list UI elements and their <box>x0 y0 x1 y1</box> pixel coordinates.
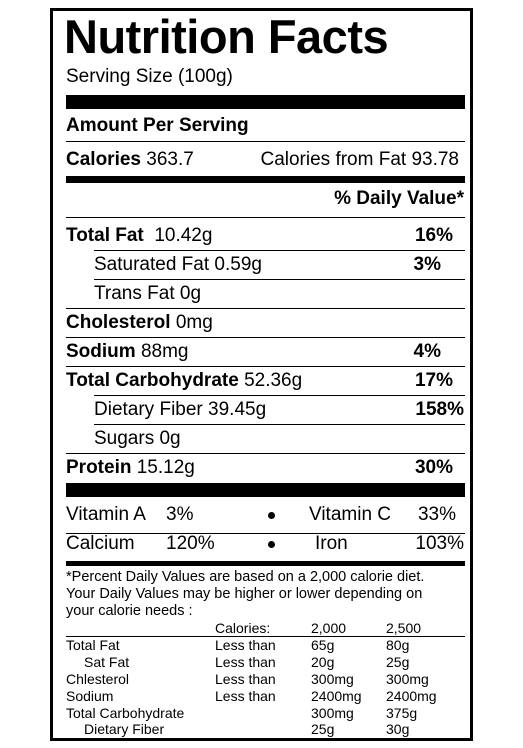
nutrient-dv: 3% <box>413 254 441 275</box>
footnote-row-label: Total Carbohydrate <box>66 705 185 721</box>
iron-label: Iron <box>315 533 348 554</box>
vitamin-a-label: Vitamin A <box>66 504 146 525</box>
footnote-row-2000: 20g <box>311 654 335 670</box>
nutrient-label: Cholesterol <box>66 312 171 333</box>
footnote-line: Your Daily Values may be higher or lower depending on <box>66 586 423 602</box>
medium-divider <box>66 176 465 183</box>
nutrient-row-protein <box>66 453 465 482</box>
nutrient-label: Total Carbohydrate <box>66 370 239 391</box>
nutrient-label: Sodium <box>66 341 136 362</box>
daily-value-header: % Daily Value* <box>334 188 464 209</box>
nutrient-amount: 10.42g <box>154 225 213 246</box>
iron-value: 103% <box>415 533 464 554</box>
nutrient-dv: 30% <box>414 457 453 478</box>
serving-size: Serving Size (100g) <box>66 66 233 87</box>
footnote-header-calories: Calories: <box>215 620 271 636</box>
footnote-row-label: Chlesterol <box>66 671 130 687</box>
footnote-row-qualifier: Less than <box>215 637 276 653</box>
calories-row <box>66 145 465 174</box>
footnote-header-2500: 2,500 <box>386 620 422 636</box>
footnote-row-qualifier: Less than <box>215 688 276 704</box>
nutrient-row-sugars <box>66 424 465 453</box>
nutrient-dv: 17% <box>414 370 453 391</box>
nutrient-row-total-carbohydrate <box>66 366 465 395</box>
nutrient-amount: 39.45g <box>208 399 267 420</box>
nutrient-label: Saturated Fat <box>94 254 210 275</box>
calories-from-fat-label: Calories from Fat <box>260 149 407 170</box>
nutrient-amount: 88mg <box>140 341 189 362</box>
footnote-row-qualifier: Less than <box>215 671 276 687</box>
divider <box>66 141 465 142</box>
nutrient-label: Dietary Fiber <box>94 399 203 420</box>
footnote-row-2500: 25g <box>386 654 410 670</box>
nutrient-amount: 52.36g <box>244 370 303 391</box>
calcium-value: 120% <box>166 533 215 554</box>
nutrient-row-saturated-fat <box>66 250 465 279</box>
footnote-header-2000: 2,000 <box>311 620 347 636</box>
footnote-row-label: Sodium <box>66 688 114 704</box>
bullet-icon <box>268 512 275 519</box>
nutrient-amount: 15.12g <box>136 457 195 478</box>
footnote-line: *Percent Daily Values are based on a 2,000 calorie diet. <box>66 569 425 585</box>
nutrient-row-cholesterol <box>66 308 465 337</box>
label-title: Nutrition Facts <box>64 10 389 63</box>
nutrient-row-sodium <box>66 337 465 366</box>
footnote-row-2000: 2400mg <box>311 688 362 704</box>
footnote-row-2000: 65g <box>311 637 335 653</box>
bullet-icon <box>268 541 275 548</box>
thick-divider <box>66 95 465 109</box>
vitamin-c-label: Vitamin C <box>309 504 392 525</box>
nutrient-label: Trans Fat <box>94 283 175 304</box>
nutrient-amount: 0.59g <box>214 254 262 275</box>
divider <box>66 217 465 218</box>
nutrient-amount: 0mg <box>175 312 213 333</box>
nutrient-dv: 158% <box>415 399 464 420</box>
nutrient-label: Total Fat <box>66 225 144 246</box>
footnote-row-2500: 80g <box>386 637 410 653</box>
footnote-row-2500: 30g <box>386 721 410 737</box>
thick-divider <box>66 483 465 497</box>
nutrient-row-trans-fat <box>66 279 465 308</box>
nutrient-amount: 0g <box>159 428 181 449</box>
footnote-row-label: Dietary Fiber <box>84 721 165 737</box>
medium-divider <box>66 561 465 566</box>
calories-from-fat-value: 93.78 <box>411 149 459 170</box>
nutrient-row-dietary-fiber <box>66 395 465 424</box>
footnote-row-qualifier: Less than <box>215 654 276 670</box>
nutrient-dv: 16% <box>414 225 453 246</box>
footnote-line: your calorie needs : <box>66 603 193 619</box>
nutrient-label: Protein <box>66 457 132 478</box>
footnote-row-label: Sat Fat <box>84 654 130 670</box>
footnote-row-2000: 300mg <box>311 705 354 721</box>
footnote-row-2500: 300mg <box>386 671 429 687</box>
nutrient-amount: 0g <box>179 283 202 304</box>
nutrition-label <box>50 8 473 741</box>
footnote-row-2000: 300mg <box>311 671 354 687</box>
nutrient-dv: 4% <box>413 341 441 362</box>
calcium-label: Calcium <box>66 533 135 554</box>
calories-value: 363.7 <box>146 149 194 170</box>
amount-per-serving: Amount Per Serving <box>66 115 249 136</box>
nutrient-label: Sugars <box>94 428 155 449</box>
footnote-row-2500: 375g <box>386 705 418 721</box>
footnote-row-label: Total Fat <box>66 637 120 653</box>
footnote-row-2500: 2400mg <box>386 688 437 704</box>
vitamin-c-value: 33% <box>417 504 456 525</box>
nutrient-row-total-fat <box>66 221 465 250</box>
calories-label: Calories <box>66 149 141 170</box>
footnote-row-2000: 25g <box>311 721 335 737</box>
vitamin-a-value: 3% <box>166 504 194 525</box>
